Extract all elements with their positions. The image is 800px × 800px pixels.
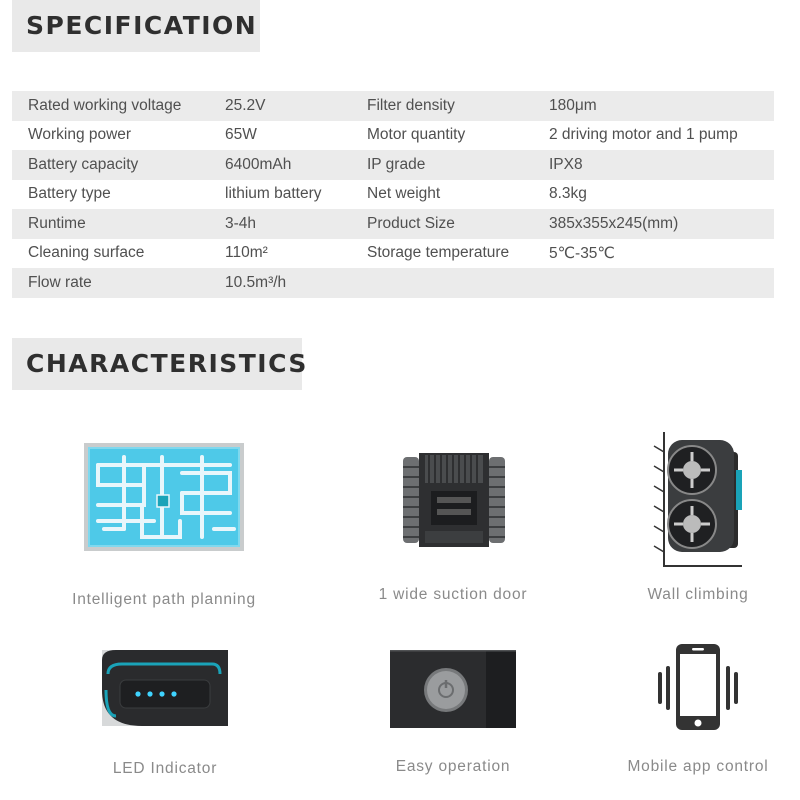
spec-value: 65W	[225, 126, 257, 144]
wall-climbing-icon	[650, 430, 746, 568]
spec-label: Motor quantity	[367, 126, 466, 144]
spec-value: 6400mAh	[225, 155, 292, 173]
spec-value: 2 driving motor and 1 pump	[549, 126, 738, 144]
spec-label: Net weight	[367, 185, 441, 203]
spec-row	[12, 209, 774, 239]
feature-label: Intelligent path planning	[72, 591, 256, 608]
characteristics-heading: CHARACTERISTICS	[12, 338, 302, 390]
spec-value: 3-4h	[225, 214, 257, 232]
feature-label: Easy operation	[395, 758, 511, 775]
spec-value: 180μm	[549, 96, 597, 114]
smartphone-icon	[650, 642, 746, 732]
spec-value: 385x355x245(mm)	[549, 214, 679, 232]
spec-label: Filter density	[367, 96, 455, 114]
spec-row	[12, 180, 774, 210]
feature-label: LED Indicator	[112, 760, 218, 777]
spec-value: 5℃-35℃	[549, 244, 615, 262]
spec-value: 25.2V	[225, 96, 266, 114]
led-indicator-icon	[102, 650, 228, 726]
suction-door-icon	[403, 453, 505, 547]
spec-label: Product Size	[367, 214, 455, 232]
spec-label: Cleaning surface	[28, 244, 145, 262]
spec-row	[12, 150, 774, 180]
spec-value: IPX8	[549, 155, 583, 173]
spec-row	[12, 91, 774, 121]
spec-row	[12, 121, 774, 151]
spec-label: IP grade	[367, 155, 426, 173]
power-button-icon	[390, 650, 516, 728]
feature-label: Mobile app control	[627, 758, 769, 775]
spec-label: Battery capacity	[28, 155, 139, 173]
spec-row	[12, 268, 774, 298]
spec-label: Battery type	[28, 185, 111, 203]
spec-label: Storage temperature	[367, 244, 510, 262]
specification-heading: SPECIFICATION	[12, 0, 260, 52]
path-planning-icon	[84, 443, 244, 551]
feature-label: 1 wide suction door	[378, 586, 528, 603]
spec-value: 8.3kg	[549, 185, 587, 203]
spec-label: Working power	[28, 126, 132, 144]
spec-value: 110m²	[225, 244, 268, 262]
specification-table	[12, 91, 774, 298]
spec-label: Runtime	[28, 214, 86, 232]
spec-label: Flow rate	[28, 273, 92, 291]
spec-value: lithium battery	[225, 185, 322, 203]
feature-label: Wall climbing	[647, 586, 749, 603]
spec-value: 10.5m³/h	[225, 273, 287, 291]
spec-label: Rated working voltage	[28, 96, 182, 114]
spec-row	[12, 239, 774, 269]
